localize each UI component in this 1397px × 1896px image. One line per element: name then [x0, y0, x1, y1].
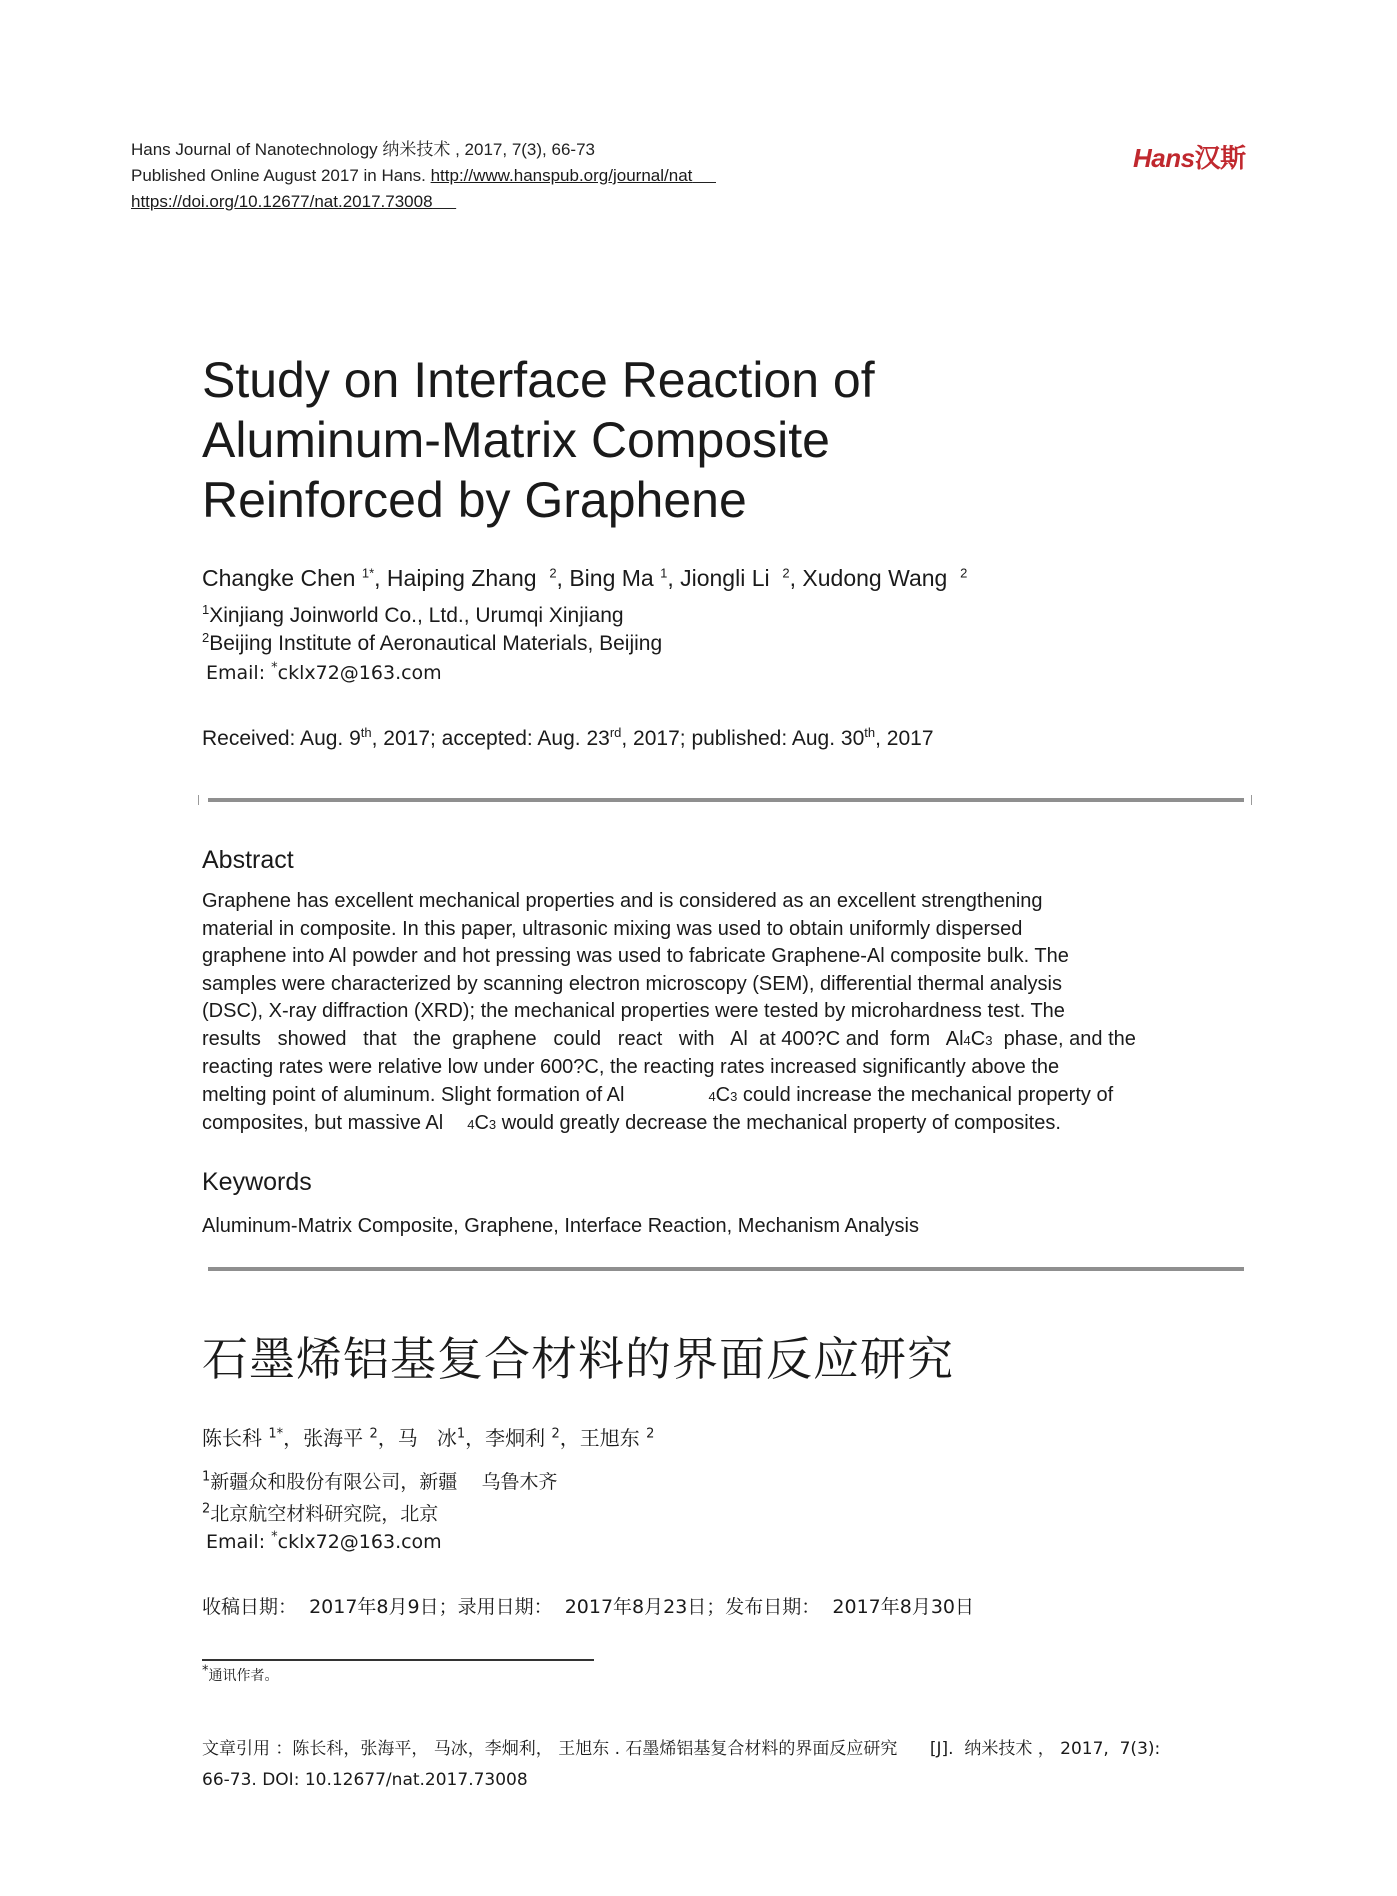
logo-latin-text: Hans — [1133, 143, 1195, 173]
published-date: , 2017; published: Aug. 30 — [621, 727, 865, 750]
abstract-line-text: could increase the mechanical property of — [737, 1083, 1114, 1106]
author-sup: 2 — [549, 565, 557, 581]
affiliation-text: Xinjiang Joinworld Co., Ltd., Urumqi Xinjiang — [209, 604, 624, 627]
subscript: 4 — [708, 1088, 716, 1104]
author-name: Bing Ma — [569, 565, 654, 591]
journal-citation-line: Hans Journal of Nanotechnology 纳米技术 , 2017, 7(3), 66-73 — [131, 140, 595, 159]
affiliation-sup: 1 — [202, 1469, 211, 1485]
author-list: Changke Chen $^{1*}$, Haiping Zhang $^2$, Bing Ma $^1$, Jiongli Li $^2$, Xudong Wang $^2$ — [202, 565, 968, 591]
affiliation-text: 新疆众和股份有限公司，新疆 乌鲁木齐 — [210, 1471, 558, 1493]
abstract-body — [202, 888, 1242, 1139]
author-name: Changke Chen — [202, 565, 356, 591]
abstract-line-text: results showed that the graphene could react with Al at 400?C and form Al — [202, 1027, 964, 1050]
chinese-title: 石墨烯铝基复合材料的界面反应研究 — [202, 1332, 954, 1386]
abstract-line: graphene into Al powder and hot pressing was used to fabricate Graphene-Al composite bulk. The — [202, 945, 1069, 967]
published-online-text: Published Online August 2017 in Hans. — [131, 166, 431, 185]
affiliation — [202, 602, 624, 630]
footnote-sup: * — [202, 1663, 209, 1679]
keywords-text: Aluminum-Matrix Composite, Graphene, Interface Reaction, Mechanism Analysis — [202, 1215, 919, 1237]
author-name: 张海平 — [303, 1426, 364, 1450]
abstract-line — [202, 1026, 1242, 1055]
author-sup: 2 — [782, 565, 790, 581]
chinese-affiliation — [202, 1467, 557, 1494]
subscript: 4 — [467, 1117, 475, 1132]
email-address[interactable]: cklx72@163.com — [277, 1531, 442, 1553]
journal-header — [131, 137, 716, 215]
author-name: 马 冰 — [397, 1426, 457, 1450]
abstract-line-text: melting point of aluminum. Slight formation of Al — [202, 1083, 625, 1106]
formula-c: C — [715, 1083, 731, 1106]
published-online-line — [131, 163, 716, 189]
email-label: Email: — [206, 662, 272, 684]
abstract-line: reacting rates were relative low under 600?C, the reacting rates increased significantly above the — [202, 1056, 1060, 1078]
logo-chinese-text: 汉斯 — [1194, 144, 1246, 174]
author-sup: 1* — [361, 565, 375, 581]
author-name: 陈长科 — [202, 1426, 262, 1450]
email-label: Email: — [206, 1531, 272, 1553]
affiliation-text: 北京航空材料研究院，北京 — [210, 1503, 439, 1525]
date-sup: th — [360, 725, 372, 740]
date-sup: rd — [609, 725, 622, 740]
abstract-line-text: composites, but massive Al — [202, 1112, 444, 1134]
section-divider — [208, 798, 1244, 802]
abstract-heading: Abstract — [202, 846, 294, 874]
subscript: 4 — [963, 1032, 971, 1048]
subscript: 3 — [985, 1032, 993, 1048]
author-name: 李炯利 — [485, 1426, 546, 1450]
doi-link[interactable]: https://doi.org/10.12677/nat.2017.73008 — [131, 192, 433, 211]
corresponding-author-footnote — [202, 1665, 279, 1685]
citation-line: 66-73. DOI: 10.12677/nat.2017.73008 — [202, 1770, 528, 1790]
publication-dates — [202, 727, 934, 751]
title-line: Study on Interface Reaction of — [202, 352, 875, 408]
author-sup: 1 — [456, 1426, 466, 1442]
email-sup: * — [271, 660, 278, 676]
abstract-line-text: would greatly decrease the mechanical property of composites. — [496, 1112, 1061, 1134]
journal-url-link[interactable]: http://www.hanspub.org/journal/nat — [430, 166, 693, 185]
chinese-email-line — [206, 1531, 442, 1553]
chinese-affiliation — [202, 1499, 438, 1526]
rule-left-tick — [198, 795, 199, 805]
footnote-text: 通讯作者。 — [208, 1668, 279, 1684]
abstract-line: Graphene has excellent mechanical properties and is considered as an excellent strengthening — [202, 890, 1043, 912]
formula-c: C — [970, 1027, 986, 1050]
email-line — [206, 662, 442, 684]
abstract-line: (DSC), X-ray diffraction (XRD); the mechanical properties were tested by microhardness test. The — [202, 1000, 1065, 1022]
abstract-line — [202, 1082, 1242, 1111]
abstract-line-text: phase, and the — [992, 1027, 1136, 1050]
affiliation — [202, 630, 662, 658]
abstract-line — [202, 1110, 1242, 1139]
author-sup: 1* — [268, 1426, 284, 1442]
citation-block — [202, 1734, 1252, 1796]
affiliation-text: Beijing Institute of Aeronautical Materials, Beijing — [209, 632, 663, 655]
author-name: 王旭东 — [579, 1426, 640, 1450]
author-sup: 2 — [646, 1426, 655, 1442]
author-sup: 2 — [369, 1426, 378, 1442]
chinese-publication-dates: 收稿日期： 2017年8月9日；录用日期： 2017年8月23日；发布日期： 2017年8月30日 — [202, 1596, 975, 1618]
doi-line — [131, 189, 716, 215]
author-sup: 1 — [660, 565, 668, 581]
received-date: Received: Aug. 9 — [202, 727, 361, 750]
subscript: 3 — [730, 1088, 738, 1104]
subscript: 3 — [488, 1117, 497, 1132]
citation-line: 文章引用 ：陈长科，张海平， 马冰，李炯利， 王旭东 . 石墨烯铝基复合材料的界面反应研究 [J]. 纳米技术 ， 2017, 7(3): — [202, 1739, 1161, 1759]
year-end: , 2017 — [875, 727, 934, 750]
hans-logo — [1133, 138, 1246, 175]
chinese-author-list: 陈长科 $^{1*}$，张海平 $^2$，马 冰$^1$，李炯利 $^2$，王旭东 $^2$ — [202, 1426, 655, 1450]
footnote-rule — [202, 1659, 594, 1661]
abstract-line: material in composite. In this paper, ultrasonic mixing was used to obtain uniformly dispersed — [202, 917, 1023, 940]
affiliation-sup: 1 — [202, 602, 210, 617]
accepted-date: , 2017; accepted: Aug. 23 — [371, 727, 610, 750]
affiliation-sup: 2 — [202, 1501, 211, 1517]
affiliation-sup: 2 — [202, 630, 210, 645]
author-name: Haiping Zhang — [386, 565, 537, 591]
author-name: Xudong Wang — [802, 565, 948, 591]
date-sup: th — [864, 725, 876, 740]
paper-title — [202, 350, 875, 530]
title-line: Aluminum-Matrix Composite — [202, 412, 830, 468]
author-name: Jiongli Li — [680, 565, 770, 591]
formula-c: C — [474, 1112, 489, 1134]
title-line: Reinforced by Graphene — [202, 472, 747, 528]
email-sup: * — [271, 1529, 278, 1545]
rule-right-tick — [1251, 795, 1252, 805]
author-sup: 2 — [960, 565, 968, 581]
abstract-line: samples were characterized by scanning electron microscopy (SEM), differential thermal analysis — [202, 972, 1062, 995]
email-address[interactable]: cklx72@163.com — [277, 662, 442, 684]
keywords-heading: Keywords — [202, 1168, 312, 1196]
author-sup: 2 — [551, 1426, 560, 1442]
section-divider — [208, 1267, 1244, 1271]
